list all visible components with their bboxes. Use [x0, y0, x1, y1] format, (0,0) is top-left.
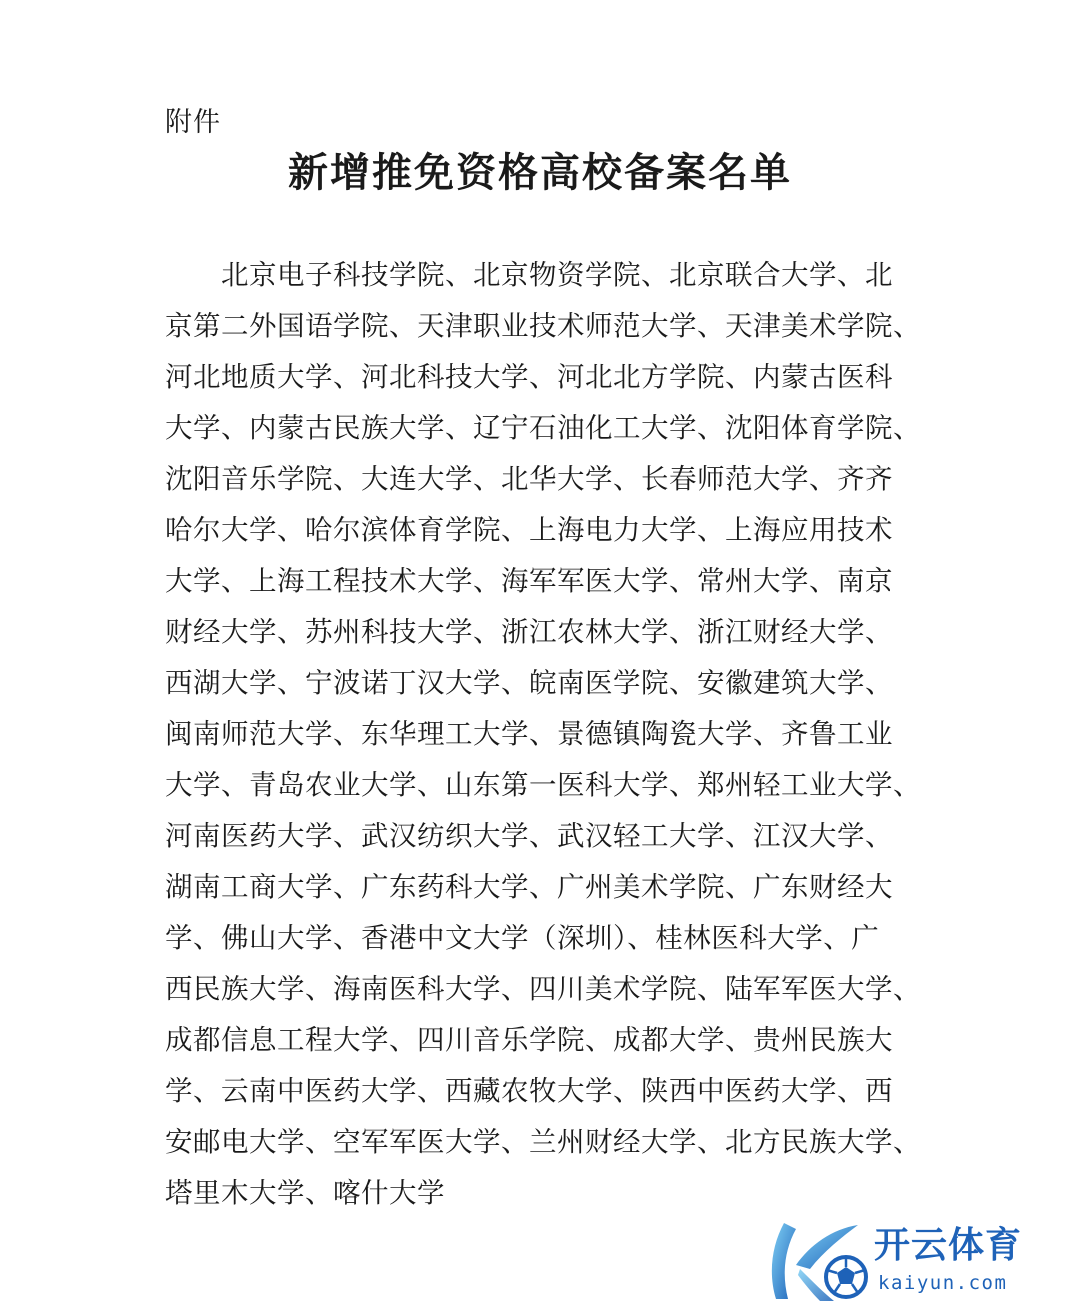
body-line: 成都信息工程大学、四川音乐学院、成都大学、贵州民族大	[165, 1024, 893, 1056]
body-line: 京第二外国语学院、天津职业技术师范大学、天津美术学院、	[165, 310, 921, 342]
body-line: 安邮电大学、空军军医大学、兰州财经大学、北方民族大学、	[165, 1126, 921, 1158]
body-line: 沈阳音乐学院、大连大学、北华大学、长春师范大学、齐齐	[165, 463, 893, 495]
body-line: 闽南师范大学、东华理工大学、景德镇陶瓷大学、齐鲁工业	[165, 718, 893, 750]
body-line: 哈尔大学、哈尔滨体育学院、上海电力大学、上海应用技术	[165, 514, 893, 546]
body-line: 河南医药大学、武汉纺织大学、武汉轻工大学、江汉大学、	[165, 820, 893, 852]
kaiyun-watermark	[762, 1215, 1062, 1307]
body-line: 西民族大学、海南医科大学、四川美术学院、陆军军医大学、	[165, 973, 921, 1005]
body-line: 学、佛山大学、香港中文大学（深圳）、桂林医科大学、广	[165, 922, 880, 954]
body-line: 学、云南中医药大学、西藏农牧大学、陕西中医药大学、西	[165, 1075, 893, 1107]
body-line: 大学、上海工程技术大学、海军军医大学、常州大学、南京	[165, 565, 893, 597]
watermark-brand: 开云体育	[874, 1225, 1023, 1266]
body-line: 大学、内蒙古民族大学、辽宁石油化工大学、沈阳体育学院、	[165, 412, 921, 444]
kaiyun-logo-icon	[762, 1215, 874, 1307]
body-line: 塔里木大学、喀什大学	[165, 1177, 445, 1209]
document-body	[165, 250, 925, 1219]
body-line: 大学、青岛农业大学、山东第一医科大学、郑州轻工业大学、	[165, 769, 921, 801]
body-line: 北京电子科技学院、北京物资学院、北京联合大学、北	[221, 259, 893, 291]
body-line: 财经大学、苏州科技大学、浙江农林大学、浙江财经大学、	[165, 616, 893, 648]
body-line: 河北地质大学、河北科技大学、河北北方学院、内蒙古医科	[165, 361, 893, 393]
attachment-label: 附件	[165, 107, 221, 138]
body-line: 西湖大学、宁波诺丁汉大学、皖南医学院、安徽建筑大学、	[165, 667, 893, 699]
document-title: 新增推免资格高校备案名单	[288, 149, 792, 196]
watermark-domain: kaiyun.com	[878, 1272, 1008, 1294]
body-line: 湖南工商大学、广东药科大学、广州美术学院、广东财经大	[165, 871, 893, 903]
